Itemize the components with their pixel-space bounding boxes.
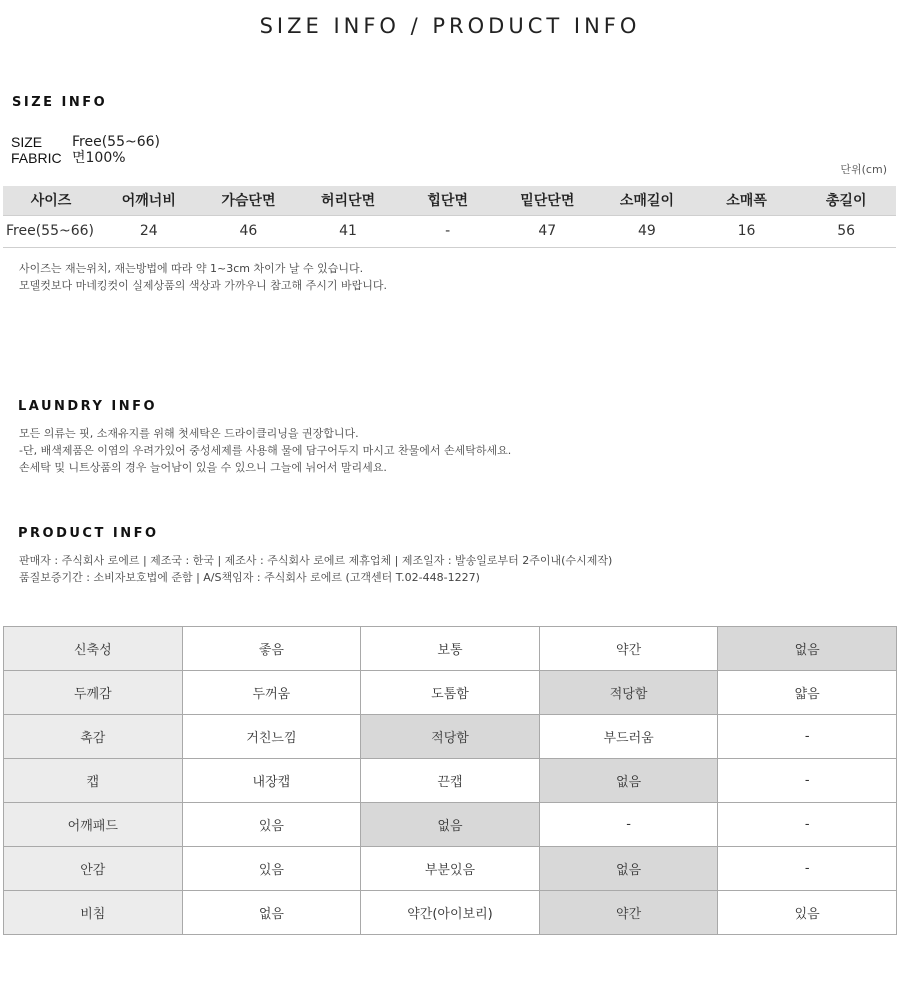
size-table-cell: 49 [597, 215, 697, 247]
attribute-option-selected: 없음 [539, 759, 718, 803]
laundry-note-line: -단, 배색제품은 이염의 우려가있어 중성세제를 사용해 물에 담구어두지 마시고 찬물에서 손세탁하세요. [19, 444, 512, 457]
attribute-option: 부분있음 [361, 847, 540, 891]
attribute-option-selected: 없음 [539, 847, 718, 891]
laundry-notes [19, 425, 511, 476]
table-row [4, 891, 897, 935]
fabric-key: FABRIC [11, 150, 62, 166]
attribute-label: 어깨패드 [4, 803, 183, 847]
size-table-header: 총길이 [796, 186, 896, 215]
size-table-header: 가슴단면 [199, 186, 299, 215]
table-row [4, 715, 897, 759]
size-table-header: 허리단면 [298, 186, 398, 215]
attribute-option: 끈캡 [361, 759, 540, 803]
laundry-info-heading: LAUNDRY INFO [18, 399, 158, 414]
size-note-line: 사이즈는 재는위치, 재는방법에 따라 약 1~3cm 차이가 날 수 있습니다. [19, 262, 364, 275]
size-table-header: 소매길이 [597, 186, 697, 215]
attribute-option-selected: 적당함 [361, 715, 540, 759]
size-table-header: 사이즈 [3, 186, 99, 215]
size-table-cell: Free(55~66) [3, 215, 99, 247]
size-table-header: 어깨너비 [99, 186, 199, 215]
laundry-note-line: 손세탁 및 니트상품의 경우 늘어남이 있을 수 있으니 그늘에 뉘어서 말리세요. [19, 461, 387, 474]
unit-note: 단위(cm) [840, 163, 887, 176]
attribute-option: 보통 [361, 627, 540, 671]
attribute-option-selected: 없음 [361, 803, 540, 847]
attribute-option: 좋음 [182, 627, 361, 671]
table-row [4, 759, 897, 803]
attribute-label: 비침 [4, 891, 183, 935]
table-row [3, 215, 896, 247]
attribute-option: 있음 [718, 891, 897, 935]
attribute-option: 두꺼움 [182, 671, 361, 715]
attribute-label: 캡 [4, 759, 183, 803]
product-note-line: 판매자 : 주식회사 로에르 | 제조국 : 한국 | 제조사 : 주식회사 로에르 제휴업체 | 제조일자 : 발송일로부터 2주이내(수시제작) [19, 554, 613, 567]
attribute-option: 거친느낌 [182, 715, 361, 759]
size-table-cell: 46 [199, 215, 299, 247]
size-table-header: 힙단면 [398, 186, 498, 215]
attribute-label: 촉감 [4, 715, 183, 759]
size-table-cell: 41 [298, 215, 398, 247]
size-table [3, 186, 896, 248]
size-key: SIZE [11, 134, 43, 150]
size-note-line: 모델컷보다 마네킹컷이 실제상품의 색상과 가까우니 참고해 주시기 바랍니다. [19, 279, 388, 292]
table-row [4, 803, 897, 847]
table-row [4, 847, 897, 891]
table-row [4, 671, 897, 715]
attribute-option: 약간 [539, 627, 718, 671]
attribute-option: 도톰함 [361, 671, 540, 715]
product-notes [19, 552, 612, 586]
page-title: SIZE INFO / PRODUCT INFO [259, 14, 641, 38]
attribute-option-selected: 약간 [539, 891, 718, 935]
attribute-option: - [718, 759, 897, 803]
size-notes [19, 260, 387, 294]
size-value: Free(55~66) [72, 134, 160, 150]
attribute-label: 안감 [4, 847, 183, 891]
attribute-option-selected: 적당함 [539, 671, 718, 715]
attribute-label: 두께감 [4, 671, 183, 715]
attribute-option: 약간(아이보리) [361, 891, 540, 935]
attribute-option: 내장캡 [182, 759, 361, 803]
product-note-line: 품질보증기간 : 소비자보호법에 준함 | A/S책임자 : 주식회사 로에르 (고객센터 T.02-448-1227) [19, 571, 480, 584]
attribute-option: 있음 [182, 847, 361, 891]
attribute-option: 부드러움 [539, 715, 718, 759]
size-table-cell: 56 [796, 215, 896, 247]
size-table-cell: - [398, 215, 498, 247]
size-table-header-row [3, 186, 896, 215]
attribute-label: 신축성 [4, 627, 183, 671]
table-row [4, 627, 897, 671]
attribute-option: - [539, 803, 718, 847]
attribute-option: - [718, 847, 897, 891]
size-fabric-meta [11, 134, 160, 166]
attributes-table [3, 626, 897, 935]
attribute-option: 있음 [182, 803, 361, 847]
size-table-header: 소매폭 [697, 186, 797, 215]
laundry-note-line: 모든 의류는 핏, 소재유지를 위해 첫세탁은 드라이클리닝을 권장합니다. [19, 427, 359, 440]
size-table-cell: 16 [697, 215, 797, 247]
size-info-heading: SIZE INFO [12, 95, 108, 110]
attribute-option: - [718, 715, 897, 759]
attribute-option-selected: 없음 [718, 627, 897, 671]
size-table-cell: 24 [99, 215, 199, 247]
size-table-header: 밑단단면 [498, 186, 598, 215]
attribute-option: 얇음 [718, 671, 897, 715]
size-table-cell: 47 [498, 215, 598, 247]
fabric-value: 면100% [72, 150, 126, 166]
attribute-option: - [718, 803, 897, 847]
attribute-option: 없음 [182, 891, 361, 935]
product-info-heading: PRODUCT INFO [18, 526, 159, 541]
